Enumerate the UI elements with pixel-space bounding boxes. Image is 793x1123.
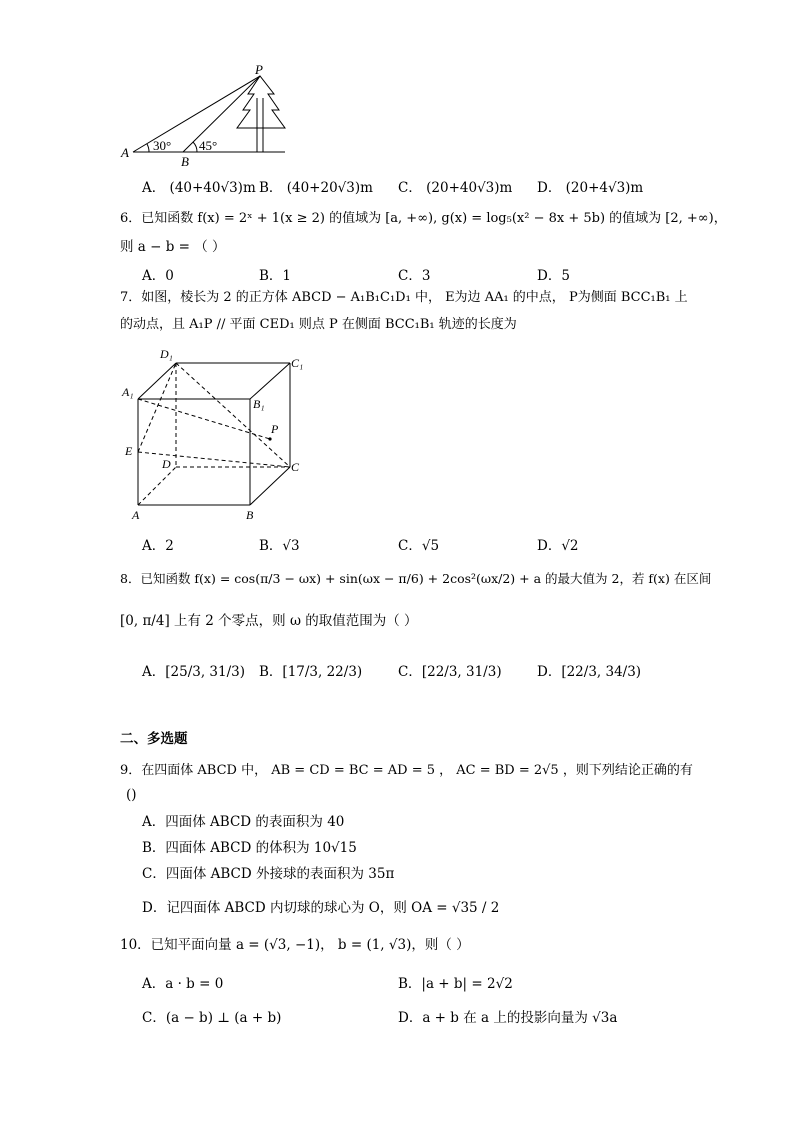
option-letter: B． [259,180,283,196]
q8-option-c [398,660,502,680]
option-text: √2 [561,538,579,554]
option-letter: C． [398,268,422,284]
q6-stem-line1: 6．已知函数 f(x) = 2ˣ + 1(x ≥ 2) 的值域为 [a, +∞), g(x) = log₅(x² − 8x + 5b) 的值域为 [2, +∞)， [120,211,727,226]
cube-figure [120,345,320,525]
option-letter: B． [142,840,166,856]
option-text: √5 [421,538,440,554]
label-B: B [246,508,254,522]
label-C: C [291,460,300,474]
option-letter: C． [398,538,422,554]
q7-option-a [142,534,174,554]
option-letter: D． [537,180,562,196]
tree-angle-figure [115,62,295,172]
option-text: [25/3, 31/3) [165,664,245,680]
section-title: 二、多选题 [120,731,188,747]
label-D1: D₁ [160,347,173,361]
option-letter: C． [398,664,422,680]
option-text: (40+20√3)m [286,180,373,196]
q5-option-d [537,176,643,196]
option-text: [22/3, 31/3) [421,664,502,680]
option-letter: D． [537,538,562,554]
label-B: B [181,154,189,169]
q8-stem-line2: [0, π/4] 上有 2 个零点，则 ω 的取值范围为（ ） [120,613,418,629]
option-letter: A． [142,814,166,830]
q5-option-c [398,176,512,196]
option-text: 1 [282,268,292,284]
angle-45-label: 45° [199,138,218,153]
option-text: 0 [165,268,174,284]
label-P: P [271,422,279,436]
option-letter: A． [142,180,166,196]
option-text: 四面体 ABCD 外接球的表面积为 35π [165,866,395,882]
option-letter: D． [537,664,562,680]
option-text: [22/3, 34/3) [561,664,642,680]
label-A: A [121,145,129,160]
option-text: (40+40√3)m [169,180,256,196]
option-letter: A． [142,538,166,554]
option-letter: B． [398,976,422,992]
option-text: 2 [165,538,174,554]
option-text: 四面体 ABCD 的体积为 10√15 [165,840,357,856]
q7-stem-line2: 的动点，且 A₁P // 平面 CED₁ 则点 P 在侧面 BCC₁B₁ 轨迹的长度为 [120,317,517,332]
q7-stem-line1: 7．如图，棱长为 2 的正方体 ABCD − A₁B₁C₁D₁ 中， E为边 AA₁ 的中点， P为侧面 BCC₁B₁ 上 [120,290,688,305]
q10-option-d [398,1006,617,1026]
q8-option-d [537,660,641,680]
option-text: |a + b| = 2√2 [421,976,513,992]
option-text: 5 [561,268,570,284]
q7-option-d [537,534,579,554]
option-text: a + b 在 a 上的投影向量为 √3a [422,1010,618,1026]
option-letter: B． [259,268,283,284]
q10-option-b [398,972,513,992]
label-D: D [162,457,171,471]
option-text: 记四面体 ABCD 内切球的球心为 O，则 OA = √35 / 2 [166,900,500,916]
angle-30-label: 30° [153,138,172,153]
q6-option-c [398,264,430,284]
q8-option-b [259,660,362,680]
q5-option-b [259,176,373,196]
q8-option-a [142,660,245,680]
q9-option-a [142,810,344,830]
option-text: 四面体 ABCD 的表面积为 40 [165,814,345,830]
q9-option-d [142,896,499,916]
label-A: A [132,508,140,522]
q9-option-b [142,836,357,856]
q9-stem-line2: () [126,787,137,803]
q10-stem-line1: 10．已知平面向量 a = (√3, −1)， b = (1, √3)，则（ ） [120,937,470,953]
q8-stem-line1: 8．已知函数 f(x) = cos(π/3 − ωx) + sin(ωx − π/6) + 2cos²(ωx/2) + a 的最大值为 2，若 f(x) 在区间 [120,571,712,586]
q10-option-c [142,1006,281,1026]
q6-option-d [537,264,570,284]
q7-option-b [259,534,300,554]
option-letter: D． [142,900,167,916]
q10-option-a [142,972,223,992]
q7-option-c [398,534,439,554]
option-text: (20+4√3)m [565,180,644,196]
label-E: E [125,444,133,458]
q6-stem-line2: 则 a − b = （ ） [120,239,226,255]
q6-option-a [142,264,174,284]
option-letter: A． [142,664,166,680]
q9-stem-line1: 9．在四面体 ABCD 中， AB = CD = BC = AD = 5 ， AC = BD = 2√5 ，则下列结论正确的有 [120,763,693,778]
label-P: P [255,62,263,77]
option-text: (a − b) ⊥ (a + b) [165,1010,282,1026]
option-letter: C． [142,866,166,882]
option-letter: C． [142,1010,166,1026]
label-C1: C₁ [291,356,304,370]
option-letter: C． [398,180,422,196]
option-text: [17/3, 22/3) [282,664,363,680]
option-letter: D． [537,268,562,284]
option-text: (20+40√3)m [426,180,513,196]
option-letter: B． [259,538,283,554]
option-letter: A． [142,268,166,284]
q6-option-b [259,264,291,284]
q5-option-a [142,176,256,196]
option-letter: A． [142,976,166,992]
option-text: √3 [282,538,300,554]
option-letter: B． [259,664,283,680]
option-text: a · b = 0 [165,976,224,992]
option-text: 3 [421,268,431,284]
option-letter: D． [398,1010,423,1026]
q9-option-c [142,862,394,882]
label-A1: A₁ [122,385,134,399]
label-B1: B₁ [253,397,265,411]
